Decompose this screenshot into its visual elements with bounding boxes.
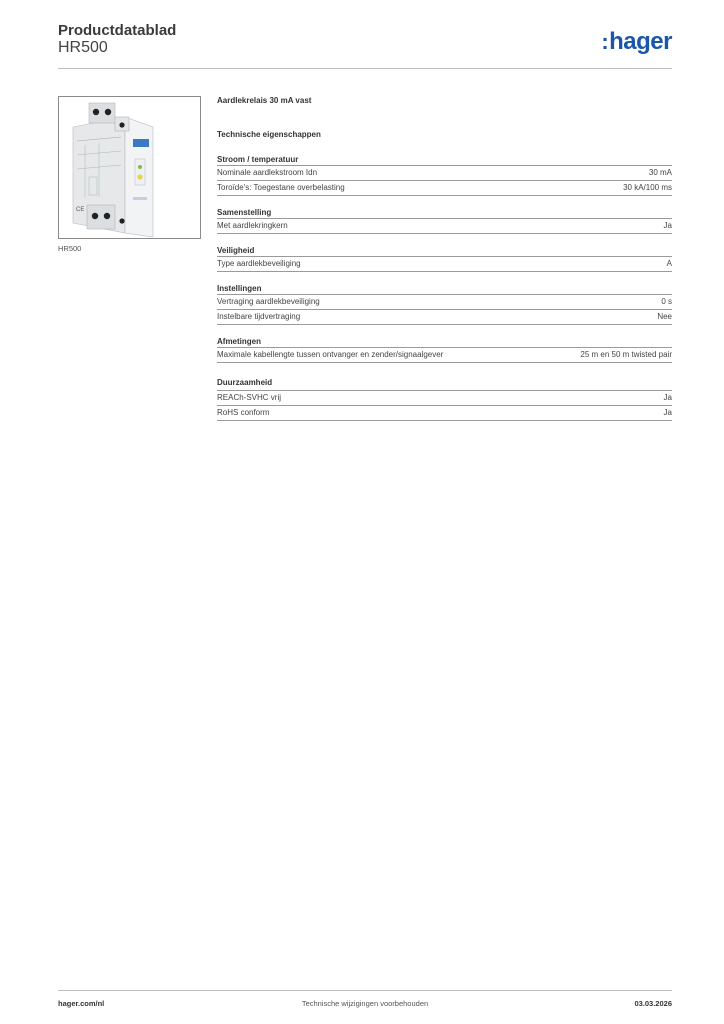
footer-divider: [58, 990, 672, 991]
section-title: Veiligheid: [217, 243, 672, 257]
footer-website-link[interactable]: hager.com/nl: [58, 999, 105, 1008]
image-caption: HR500: [58, 244, 82, 253]
spec-row: [217, 219, 672, 234]
spec-row: [217, 406, 672, 421]
spec-row: [217, 181, 672, 196]
page-footer: [58, 999, 672, 1011]
spec-value: 30 kA/100 ms: [623, 183, 672, 192]
spec-row: [217, 391, 672, 406]
product-description: Aardlekrelais 30 mA vast: [217, 96, 312, 105]
spec-row: [217, 166, 672, 181]
spec-value: Ja: [663, 393, 672, 402]
spec-label: Type aardlekbeveiliging: [217, 259, 301, 268]
spec-label: Met aardlekringkern: [217, 221, 288, 230]
spec-value: Nee: [657, 312, 672, 321]
relay-device-icon: [59, 97, 201, 239]
section-duurzaamheid: [217, 375, 672, 421]
spec-value: 25 m en 50 m twisted pair: [580, 350, 672, 359]
logo-text: hager: [609, 28, 672, 55]
spec-label: Nominale aardlekstroom Idn: [217, 168, 318, 177]
section-samenstelling: [217, 205, 672, 234]
spec-row: [217, 257, 672, 272]
spec-label: RoHS conform: [217, 408, 270, 417]
spec-value: A: [666, 259, 672, 268]
section-title: Stroom / temperatuur: [217, 152, 672, 166]
section-title: Duurzaamheid: [217, 375, 672, 391]
logo-dots-icon: :: [601, 29, 609, 54]
spec-row: [217, 310, 672, 325]
section-veiligheid: [217, 243, 672, 272]
spec-value: 30 mA: [648, 168, 672, 177]
product-code: HR500: [58, 39, 108, 56]
section-afmetingen: [217, 334, 672, 363]
tech-properties-heading: Technische eigenschappen: [217, 130, 321, 139]
spec-row: [217, 295, 672, 310]
spec-label: Vertraging aardlekbeveiliging: [217, 297, 320, 306]
section-title: Samenstelling: [217, 205, 672, 219]
product-image: [58, 96, 201, 239]
specifications: [217, 96, 672, 421]
spec-value: Ja: [663, 221, 672, 230]
section-title: Instellingen: [217, 281, 672, 295]
spec-value: 0 s: [661, 297, 672, 306]
section-title: Afmetingen: [217, 334, 672, 348]
spec-label: REACh-SVHC vrij: [217, 393, 282, 402]
svg-text:CE: CE: [76, 207, 85, 213]
footer-date: 03.03.2026: [634, 999, 672, 1008]
section-stroom-temperatuur: [217, 152, 672, 196]
section-instellingen: [217, 281, 672, 325]
header-divider: [58, 68, 672, 69]
spec-label: Toroïde's: Toegestane overbelasting: [217, 183, 345, 192]
hager-logo: [601, 28, 672, 56]
document-title: Productdatablad: [58, 22, 177, 39]
footer-notice: Technische wijzigingen voorbehouden: [301, 999, 429, 1008]
spec-row: [217, 348, 672, 363]
spec-value: Ja: [663, 408, 672, 417]
spec-label: Instelbare tijdvertraging: [217, 312, 301, 321]
page-header: [58, 22, 672, 70]
spec-label: Maximale kabellengte tussen ontvanger en zender/signaalgever: [217, 350, 444, 359]
